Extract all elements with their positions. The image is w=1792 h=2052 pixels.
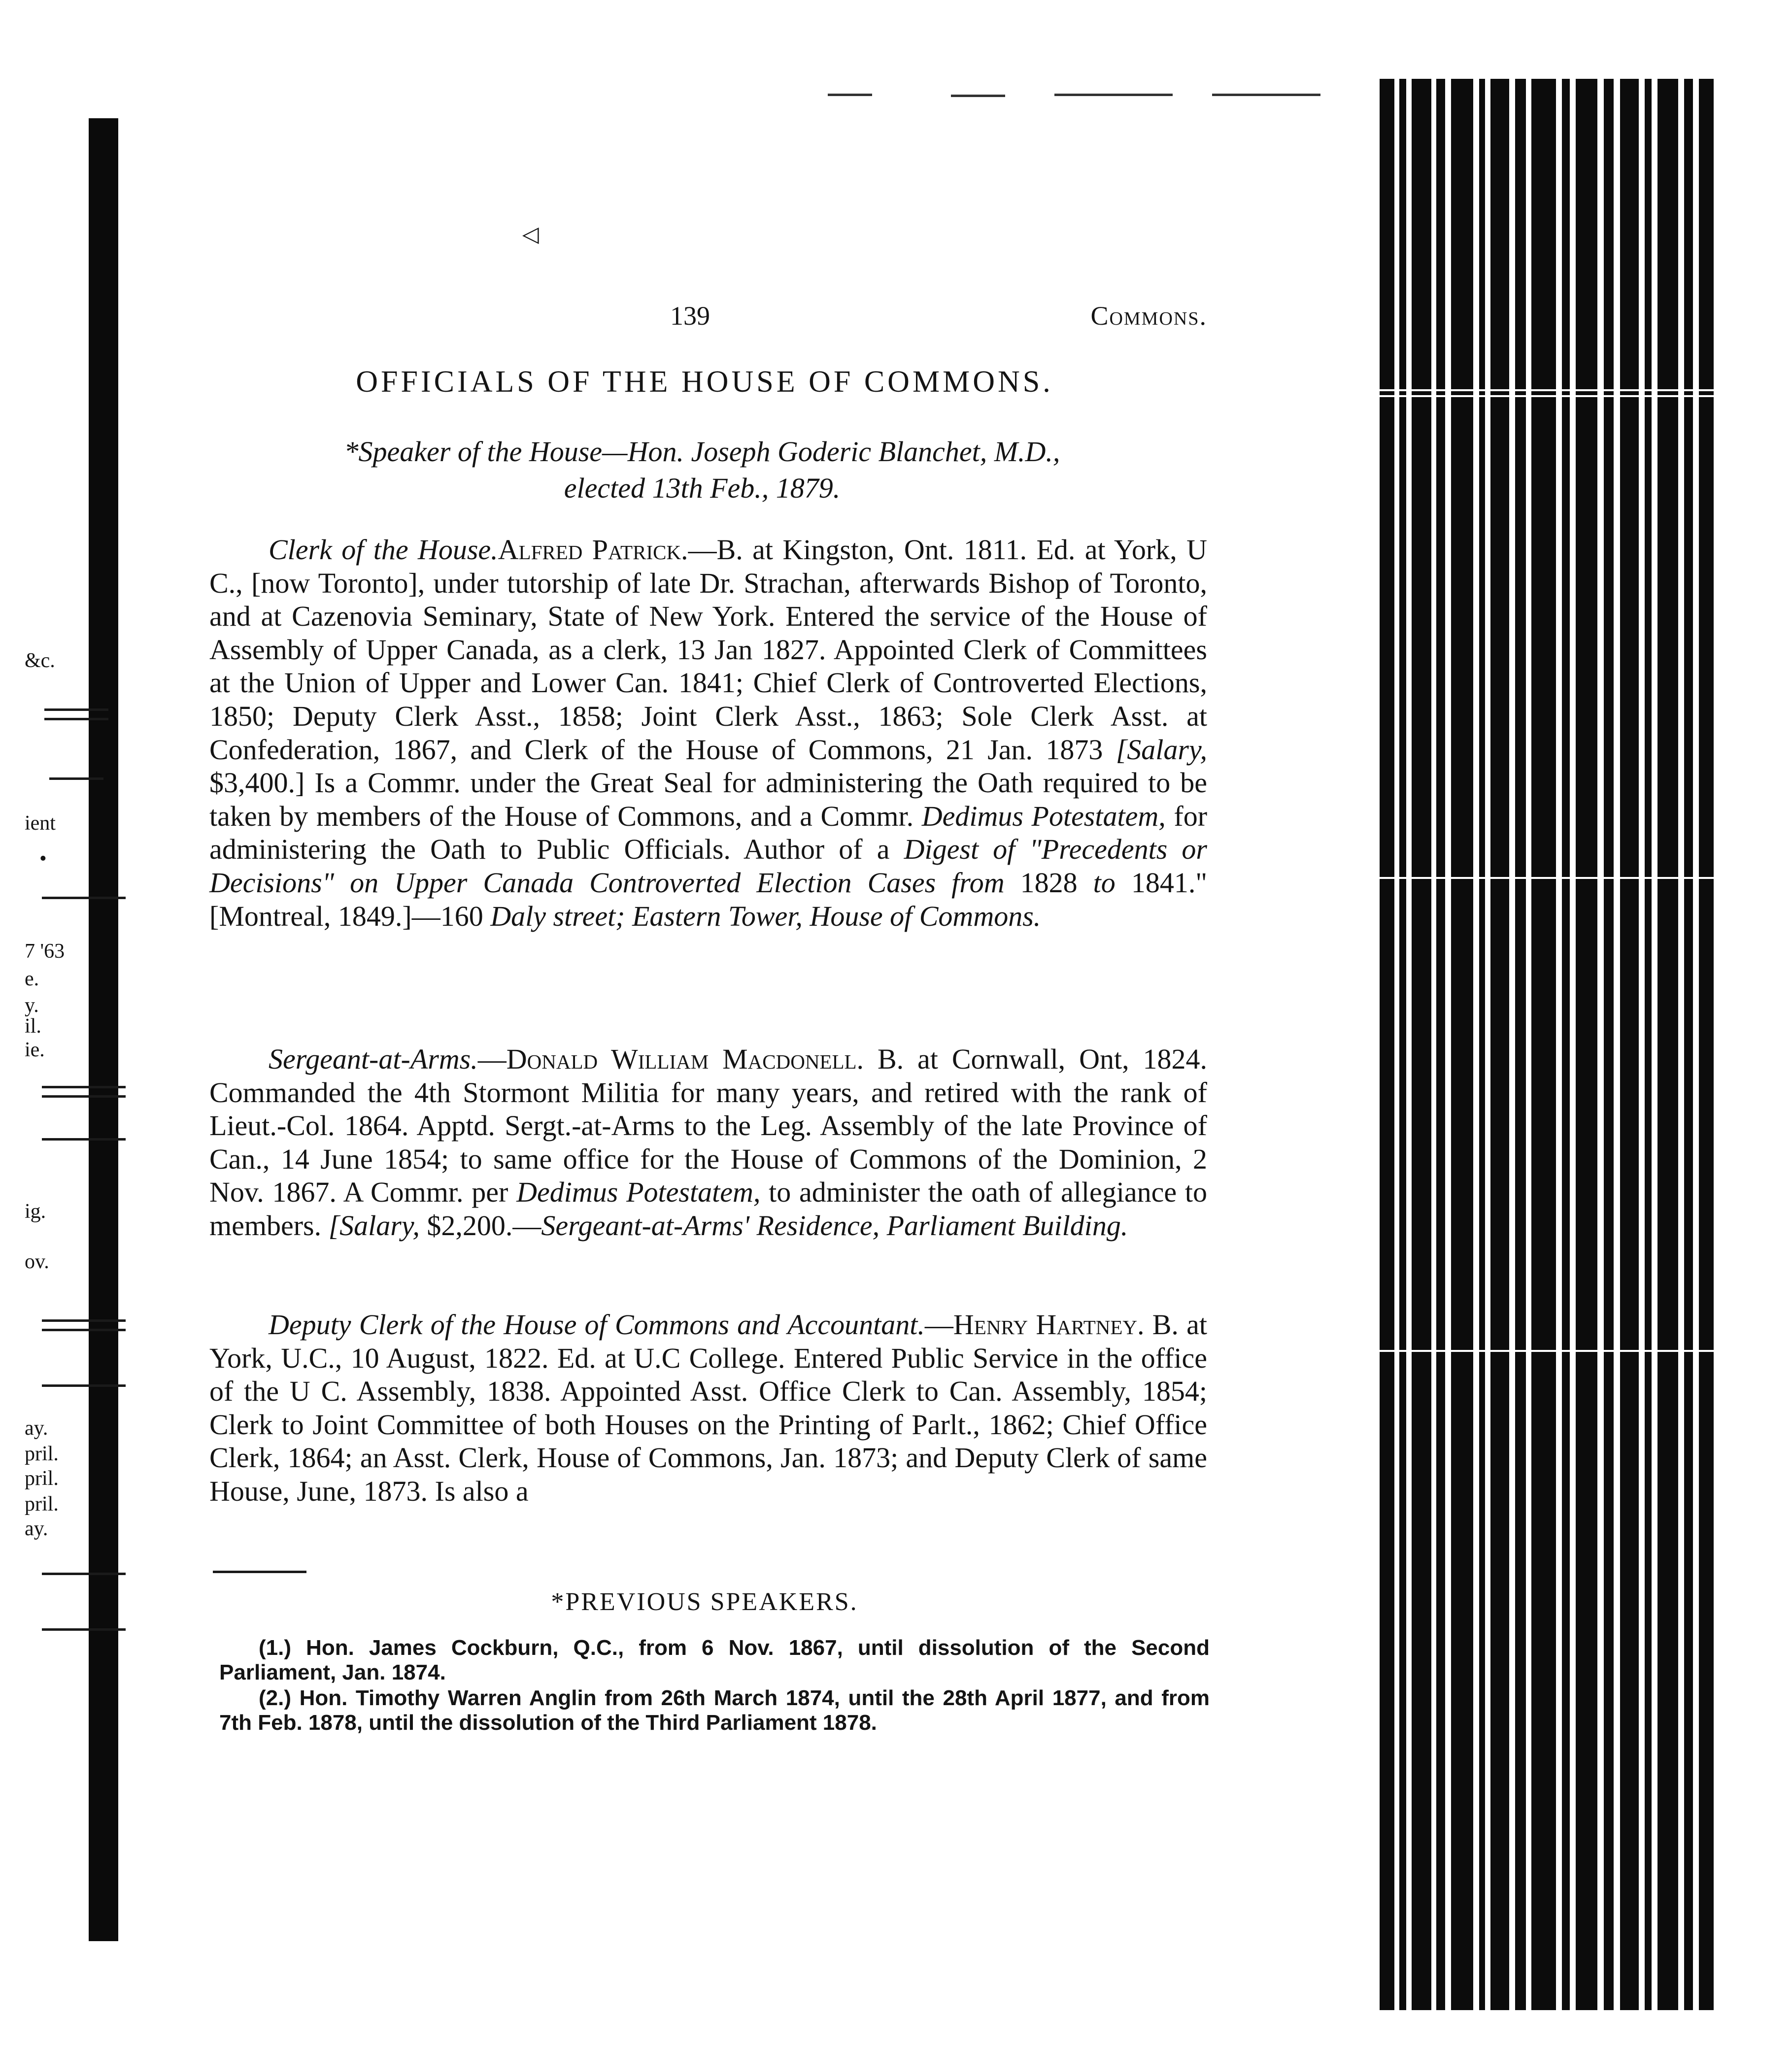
margin-fragment: ig. <box>25 1200 46 1223</box>
margin-rule <box>42 1573 126 1575</box>
stray-mark <box>828 94 872 96</box>
clerk-heading: Clerk of the House. <box>269 534 498 566</box>
deputy-heading: Deputy Clerk of the House of Commons and Accountant. <box>269 1309 925 1341</box>
deputy-entry <box>209 1308 1207 1508</box>
margin-fragment: &c. <box>25 649 55 672</box>
clerk-text-3: for administering the Oath to Public Officials. Author of a <box>209 800 1208 866</box>
binding-shadow <box>89 118 118 1941</box>
margin-fragment: ient <box>25 812 56 835</box>
margin-rule <box>42 1384 126 1387</box>
sergeant-name: —Donald William Macdonell. <box>477 1043 864 1075</box>
stray-mark <box>1212 94 1320 96</box>
footnote-item <box>219 1636 1210 1685</box>
speaker-line-1: *Speaker of the House—Hon. Joseph Goderic Blanchet, M.D., <box>344 436 1060 468</box>
page-title: OFFICIALS OF THE HOUSE OF COMMONS. <box>356 365 1053 399</box>
sergeant-dedimus: Dedimus Potestatem, <box>516 1176 761 1209</box>
stray-mark <box>951 95 1005 97</box>
speaker-line-2: elected 13th Feb., 1879. <box>564 472 841 504</box>
margin-fragment: il. <box>25 1015 41 1038</box>
margin-rule <box>42 897 126 899</box>
sergeant-paragraph <box>209 1043 1207 1243</box>
footnote-rule <box>213 1571 306 1573</box>
clerk-text-1: —B. at Kingston, Ont. 1811. Ed. at York, U C., [now Toronto], under tutorship of late Dr. Strachan, afterwards Bishop of Toronto, and at Cazenovia Seminary, State of New York. Entered the service of the House of Assembly of Upper Canada, as a clerk, 13 Jan 1827. Appointed Clerk of Committees at the Union of Upper and Lower Can. 1841; Chief Clerk of Controverted Elections, 1850; Deputy Clerk Asst., 1858; Joint Clerk Asst., 1863; Sole Clerk Asst. at Confederation, 1867, and Clerk of the House of Commons, 21 Jan. 1873 <box>209 534 1207 766</box>
margin-fragment: • <box>39 847 47 870</box>
clerk-entry <box>209 533 1207 933</box>
clerk-to: to <box>1093 866 1116 899</box>
footnote-text: (1.) Hon. James Cockburn, Q.C., from 6 Nov. 1867, until dissolution of the Second Parliament, Jan. 1874. <box>219 1636 1210 1684</box>
stray-glyph: ◁ <box>522 222 539 246</box>
deputy-name: —Henry Hartney. <box>924 1309 1145 1341</box>
margin-fragment: ay. <box>25 1417 48 1440</box>
speaker-line <box>212 434 1192 506</box>
sergeant-salary: [Salary, <box>328 1209 420 1242</box>
clerk-digest: Digest of "Precedents or Decisions" on Upper Canada Controverted Election Cases from <box>209 833 1207 899</box>
footnote-text: (2.) Hon. Timothy Warren Anglin from 26th March 1874, until the 28th April 1877, and from 7th Feb. 1878, until the dissolution of the Third Parliament 1878. <box>219 1686 1210 1735</box>
margin-fragment: pril. <box>25 1467 59 1490</box>
margin-rule <box>42 1086 126 1098</box>
sergeant-heading: Sergeant-at-Arms. <box>269 1043 478 1075</box>
margin-rule <box>42 1138 126 1141</box>
margin-fragment: ay. <box>25 1517 48 1540</box>
clerk-salary: [Salary, <box>1116 733 1208 766</box>
sergeant-entry <box>209 1043 1207 1243</box>
sergeant-text-1: B. at Cornwall, Ont, 1824. Commanded the 4th Stormont Militia for many years, and retired with the rank of Lieut.-Col. 1864. Apptd. Sergt.-at-Arms to the Leg. Assembly of the late Province of Can., 14 June 1854; to same office for the House of Commons of the Dominion, 2 Nov. 1867. A Commr. per <box>209 1043 1207 1209</box>
deputy-text-1: B. at York, U.C., 10 August, 1822. Ed. at U.C College. Entered Public Service in the office of the U C. Assembly, 1838. Appointed Asst. Office Clerk to Can. Assembly, 1854; Clerk to Joint Committee of both Houses on the Printing of Parlt., 1862; Chief Office Clerk, 1864; an Asst. Clerk, House of Commons, Jan. 1873; and Deputy Clerk of same House, June, 1873. Is also a <box>209 1309 1207 1507</box>
clerk-name: Alfred Patrick. <box>498 534 688 566</box>
margin-rule <box>42 1628 126 1631</box>
clerk-paragraph <box>209 533 1207 933</box>
margin-rule <box>49 777 103 780</box>
clerk-text-4: 1828 <box>1020 866 1078 899</box>
margin-fragment: 7 '63 <box>25 940 65 963</box>
margin-fragment: ov. <box>25 1250 49 1273</box>
page-edges <box>1350 79 1724 2010</box>
margin-fragment: pril. <box>25 1443 59 1465</box>
clerk-text-5: 1841." [Montreal, 1849.]—160 <box>209 866 1207 932</box>
footnote-item <box>219 1686 1210 1735</box>
running-head <box>202 301 1207 345</box>
sergeant-text-2: to administer the oath of allegiance to members. <box>209 1176 1208 1242</box>
sergeant-residence: Sergeant-at-Arms' Residence, Parliament Building. <box>541 1209 1128 1242</box>
margin-fragment: y. <box>25 994 39 1017</box>
margin-rule <box>42 1319 126 1331</box>
running-title: Commons. <box>1090 301 1207 331</box>
clerk-text-2: $3,400.] Is a Commr. under the Great Seal for administering the Oath required to be taken by members of the House of Commons, and a Commr. <box>209 767 1207 832</box>
clerk-dedimus: Dedimus Potestatem, <box>921 800 1166 832</box>
previous-speakers-heading: *PREVIOUS SPEAKERS. <box>551 1588 858 1616</box>
deputy-paragraph <box>209 1308 1207 1508</box>
sergeant-text-3: $2,200.— <box>427 1209 541 1242</box>
margin-fragment: e. <box>25 968 39 990</box>
margin-rule <box>44 708 108 720</box>
clerk-address: Daly street; Eastern Tower, House of Commons. <box>490 900 1041 932</box>
margin-fragment: pril. <box>25 1493 59 1515</box>
page-number: 139 <box>670 301 710 331</box>
margin-fragment: ie. <box>25 1039 45 1061</box>
stray-mark <box>1054 94 1173 96</box>
